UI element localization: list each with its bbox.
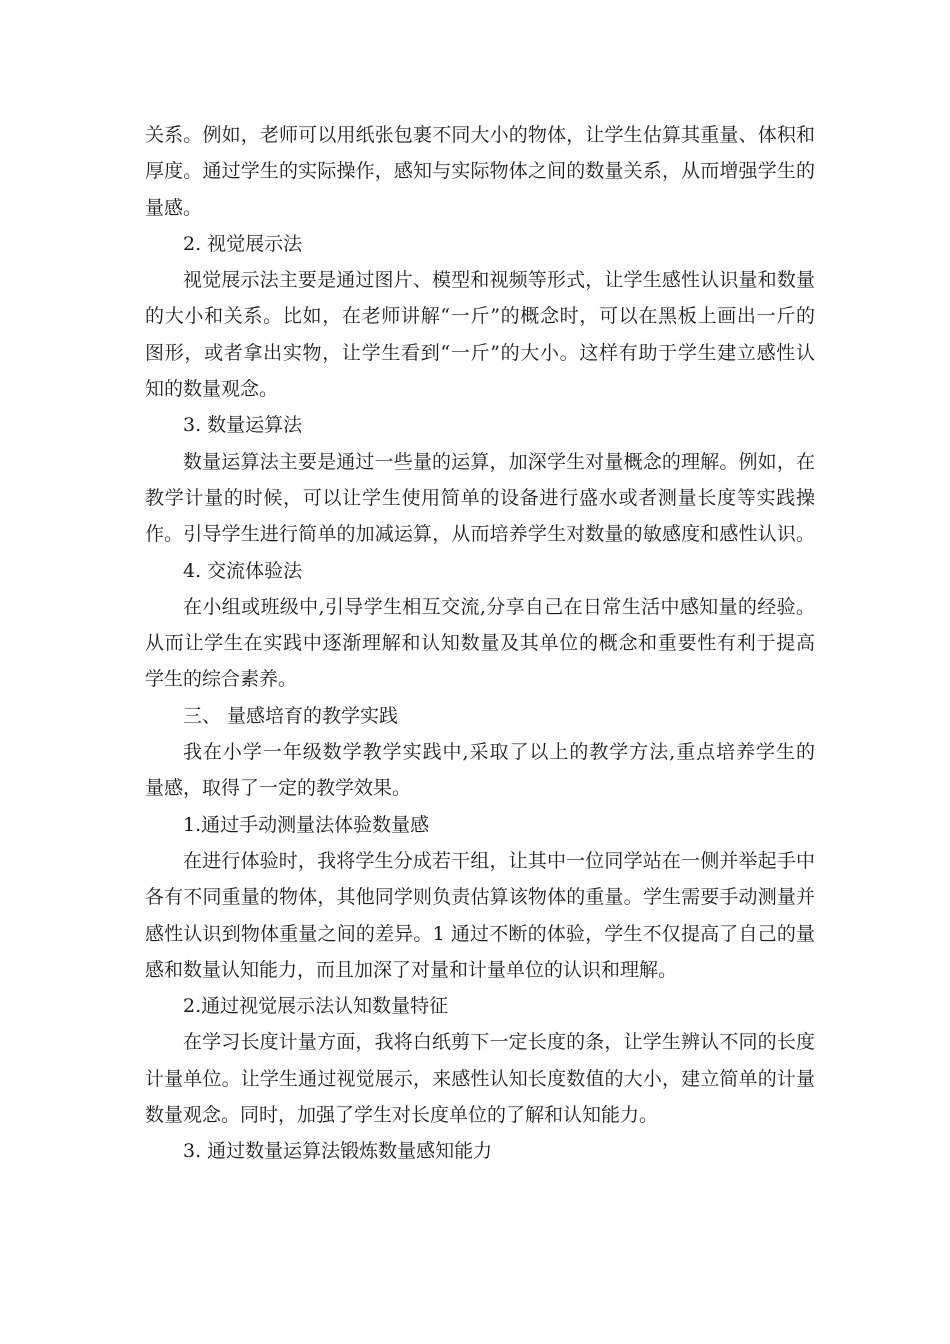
paragraph-line: 视觉展示法主要是通过图片、模型和视频等形式，让学生感性认识量和数量 (183, 269, 815, 292)
paragraph-line: 关系。例如，老师可以用纸张包裹不同大小的物体，让学生估算其重量、体积和 (145, 124, 815, 146)
section-heading: 3. 数量运算法 (183, 414, 303, 437)
paragraph-line: 作。引导学生进行简单的加减运算，从而培养学生对数量的敏感度和感性认识。 (145, 523, 815, 546)
paragraph-line: 在进行体验时，我将学生分成若干组，让其中一位同学站在一侧并举起手中 (183, 849, 815, 872)
paragraph-line: 我在小学一年级数学教学实践中,采取了以上的教学方法,重点培养学生的 (183, 741, 815, 764)
paragraph-line: 感性认识到物体重量之间的差异。1 通过不断的体验，学生不仅提高了自己的量 (145, 922, 815, 945)
paragraph-line: 计量单位。让学生通过视觉展示，来感性认知长度数值的大小，建立简单的计量 (145, 1067, 815, 1090)
document-page (145, 117, 815, 1170)
section-heading: 2.通过视觉展示法认知数量特征 (183, 995, 449, 1018)
paragraph-line: 量感。 (145, 196, 203, 219)
paragraph-line: 各有不同重量的物体，其他同学则负责估算该物体的重量。学生需要手动测量并 (145, 886, 815, 909)
paragraph-line: 感和数量认知能力，而且加深了对量和计量单位的认识和理解。 (145, 958, 678, 981)
paragraph-line: 数量观念。同时，加强了学生对长度单位的了解和认知能力。 (145, 1104, 659, 1127)
paragraph-line: 图形，或者拿出实物，让学生看到“一斤”的大小。这样有助于学生建立感性认 (145, 341, 815, 364)
paragraph-line: 教学计量的时候，可以让学生使用简单的设备进行盛水或者测量长度等实践操 (145, 486, 815, 509)
section-heading: 4. 交流体验法 (183, 559, 303, 582)
section-heading: 三、 量感培育的教学实践 (183, 704, 399, 727)
paragraph-line: 学生的综合素养。 (145, 668, 298, 691)
section-heading: 3. 通过数量运算法锻炼数量感知能力 (183, 1140, 493, 1163)
paragraph-line: 在学习长度计量方面，我将白纸剪下一定长度的条，让学生辨认不同的长度 (183, 1031, 815, 1054)
paragraph-line: 在小组或班级中,引导学生相互交流,分享自己在日常生活中感知量的经验。 (183, 595, 815, 618)
section-heading: 1.通过手动测量法体验数量感 (183, 813, 430, 836)
paragraph-line: 知的数量观念。 (145, 378, 279, 401)
paragraph-line: 的大小和关系。比如，在老师讲解“一斤”的概念时，可以在黑板上画出一斤的 (145, 305, 815, 328)
paragraph-line: 量感，取得了一定的教学效果。 (145, 777, 412, 800)
paragraph-line: 厚度。通过学生的实际操作，感知与实际物体之间的数量关系，从而增强学生的 (145, 160, 815, 183)
section-heading: 2. 视觉展示法 (183, 232, 303, 255)
paragraph-line: 从而让学生在实践中逐渐理解和认知数量及其单位的概念和重要性有利于提高 (145, 632, 815, 655)
paragraph-line: 数量运算法主要是通过一些量的运算，加深学生对量概念的理解。例如，在 (183, 450, 815, 473)
